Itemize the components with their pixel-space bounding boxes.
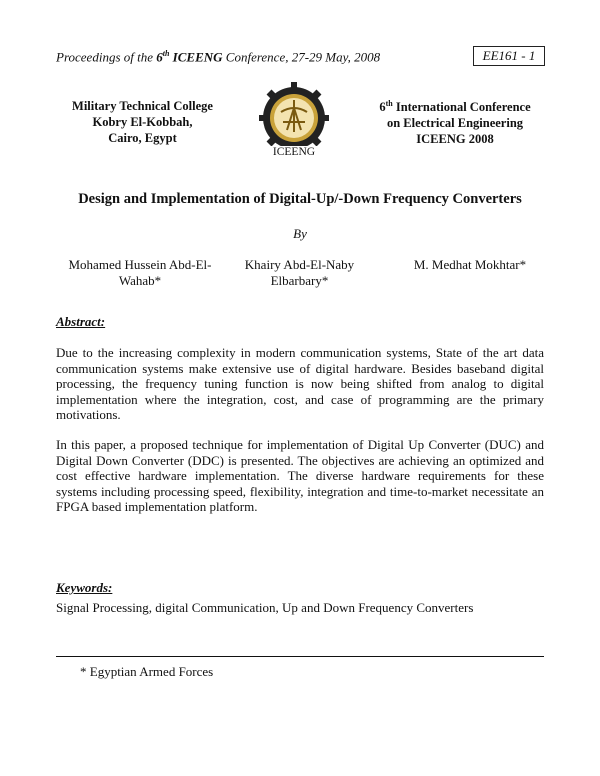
author-1-line-1: Mohamed Hussein Abd-El- [68,257,212,272]
author-2-line-2: Elbarbary* [270,273,329,288]
author-2 [232,257,367,289]
conf-ordinal-suffix: th [385,99,393,108]
paper-id-box [473,46,545,66]
author-3 [395,257,545,273]
institution-district: Kobry El-Kobbah, [92,115,193,129]
institution-name: Military Technical College [72,99,213,113]
author-2-line-1: Khairy Abd-El-Naby [244,257,355,272]
institution-city: Cairo, Egypt [108,131,177,145]
conference-name: ICEENG [169,49,223,65]
paper-title: Design and Implementation of Digital-Up/-Down Frequency Converters [78,191,522,207]
institution-block [55,98,230,146]
keywords-text: Signal Processing, digital Communication, Up and Down Frequency Converters [56,600,474,615]
conf-ordinal-number: 6 [379,100,386,115]
ordinal-suffix: th [162,49,170,58]
keywords-heading: Keywords: [56,580,113,595]
author-1-line-2: Wahab* [118,273,162,288]
footnote-divider [56,656,544,657]
author-1 [55,257,225,289]
conference-block [360,96,550,147]
conference-line-2: on Electrical Engineering [386,116,524,131]
ordinal-number: 6 [156,49,163,65]
by-label: By [293,226,307,241]
paper-id: EE161 - 1 [482,48,536,63]
conf-line-1-rest: International Conference [392,100,531,115]
iceeng-logo [259,82,329,162]
footnote: * Egyptian Armed Forces [80,664,214,679]
proceedings-prefix: Proceedings of the [56,49,157,65]
conference-line-3: ICEENG 2008 [416,132,494,147]
conference-line-1 [360,96,550,115]
logo-text: ICEENG [272,146,316,158]
proceedings-suffix: Conference, 27-29 May, 2008 [222,49,381,65]
abstract-paragraph-1: Due to the increasing complexity in modern communication systems, State of the art data communication systems make extensive use of digital hardware. Besides baseband digital processing, the frequency tuning function is now being shifted from analog to digital implementation where the integration, cost, and case of programming are the primary motivations. [56,345,544,422]
abstract-heading: Abstract: [56,314,106,329]
proceedings-line [56,49,380,65]
abstract-paragraph-2: In this paper, a proposed technique for implementation of Digital Up Converter (DUC) and Digital Down Converter (DDC) is presented. The objectives are achieving an optimized and cost effective hardware implementation. The diverse hardware requirements for these systems including processing speed, flexibility, integration and time-to-market necessitate an FPGA based implementation platform. [56,437,544,514]
author-3-line-1: M. Medhat Mokhtar* [413,257,527,272]
